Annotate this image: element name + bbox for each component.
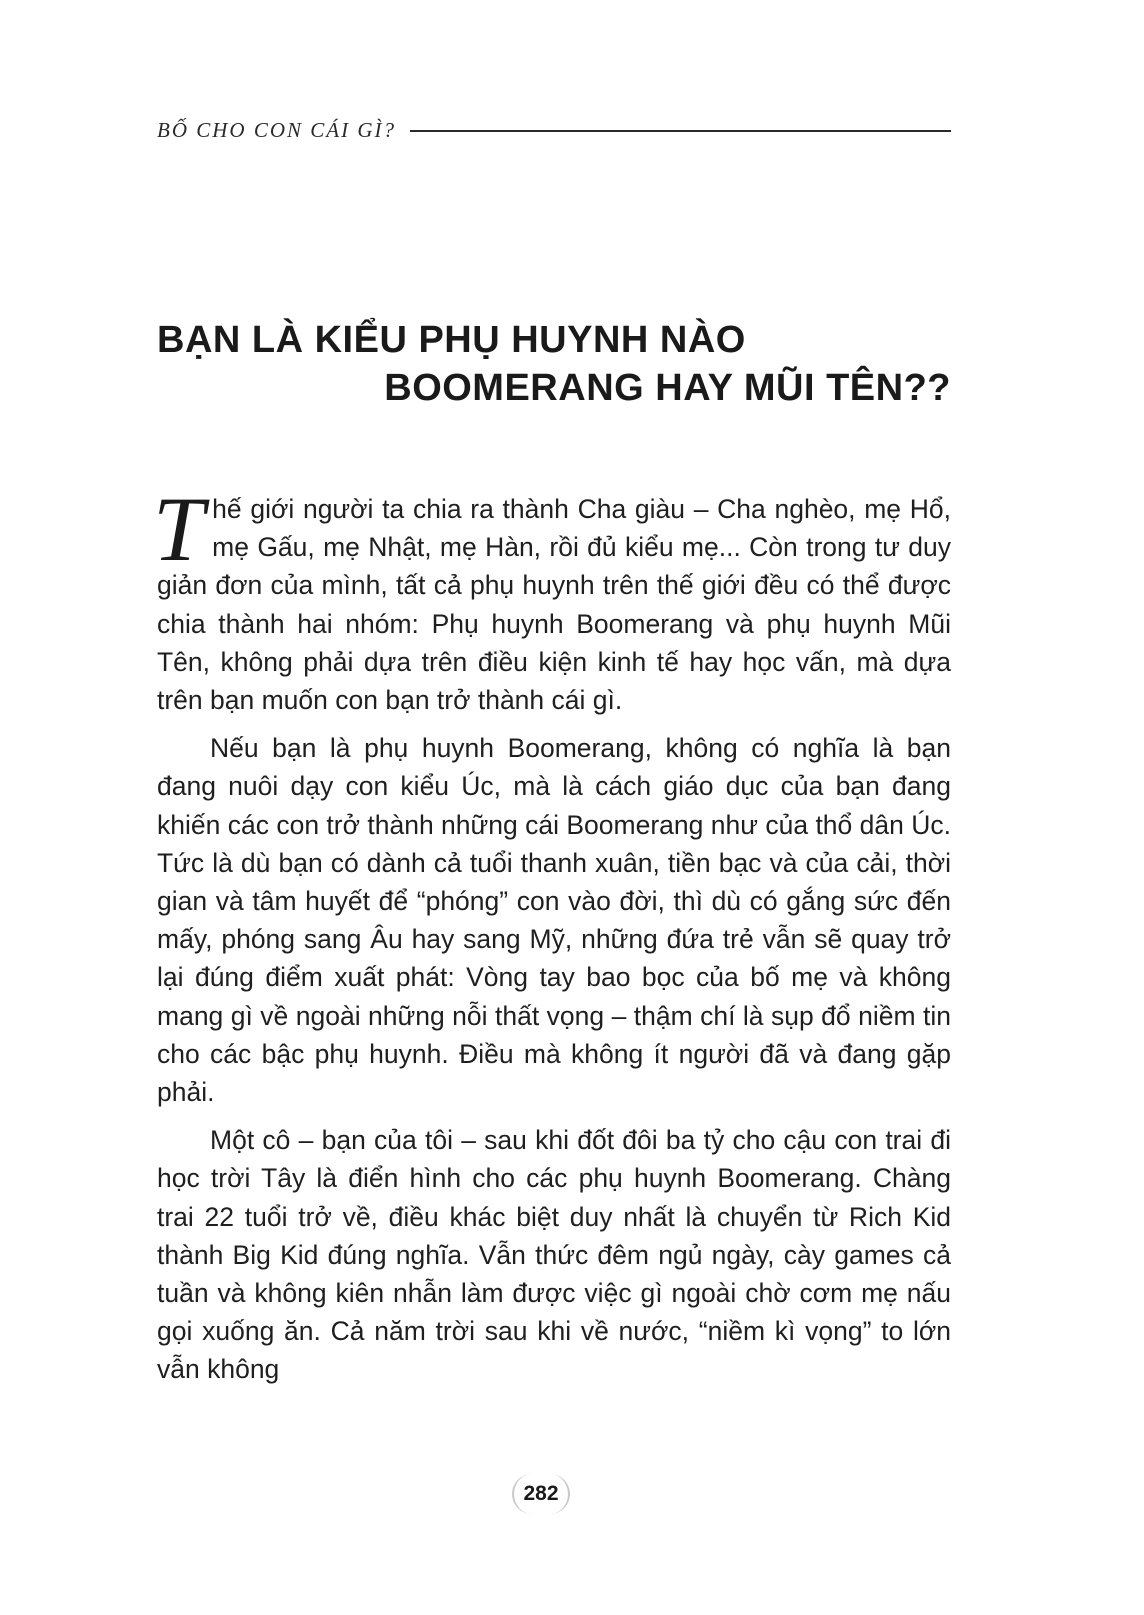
paragraph-1-text: hế giới người ta chia ra thành Cha giàu – Cha nghèo, mẹ Hổ, mẹ Gấu, mẹ Nhật, mẹ Hàn, rồi đủ kiểu mẹ... Còn trong tư duy giản đơn của mình, tất cả phụ huynh trên thế giới đều có thể được chia thành hai nhóm: Phụ huynh Boomerang và phụ huynh Mũi Tên, không phải dựa trên điều kiện kinh tế hay học vấn, mà dựa trên bạn muốn con bạn trở thành cái gì.: [157, 494, 951, 716]
paragraph-2: Nếu bạn là phụ huynh Boomerang, không có nghĩa là bạn đang nuôi dạy con kiểu Úc, mà là cách giáo dục của bạn đang khiến các con trở thành những cái Boomerang như của thổ dân Úc. Tức là dù bạn có dành cả tuổi thanh xuân, tiền bạc và của cải, thời gian và tâm huyết để “phóng” con vào đời, thì dù có gắng sức đến mấy, phóng sang Âu hay sang Mỹ, những đứa trẻ vẫn sẽ quay trở lại đúng điểm xuất phát: Vòng tay bao bọc của bố mẹ và không mang gì về ngoài những nỗi thất vọng – thậm chí là sụp đổ niềm tin cho các bậc phụ huynh. Điều mà không ít người đã và đang gặp phải.: [157, 733, 951, 1108]
paragraph-1: [153, 478, 951, 719]
running-header-title: BỐ CHO CON CÁI GÌ?: [157, 117, 396, 142]
running-header-rule: [410, 130, 951, 132]
chapter-title: [157, 316, 951, 412]
chapter-title-line-2: BOOMERANG HAY MŨI TÊN??: [384, 367, 951, 409]
body-text: [153, 478, 951, 1399]
running-header: [157, 113, 951, 147]
chapter-title-line-1: BẠN LÀ KIỂU PHỤ HUYNH NÀO: [157, 319, 746, 361]
drop-cap: T: [153, 478, 205, 580]
page-number: 282: [512, 1474, 570, 1514]
paragraph-3: Một cô – bạn của tôi – sau khi đốt đôi ba tỷ cho cậu con trai đi học trời Tây là điển hình cho các phụ huynh Boomerang. Chàng trai 22 tuổi trở về, điều khác biệt duy nhất là chuyển từ Rich Kid thành Big Kid đúng nghĩa. Vẫn thức đêm ngủ ngày, cày games cả tuần và không kiên nhẫn làm được việc gì ngoài chờ cơm mẹ nấu gọi xuống ăn. Cả năm trời sau khi về nước, “niềm kì vọng” to lớn vẫn không: [157, 1125, 951, 1385]
